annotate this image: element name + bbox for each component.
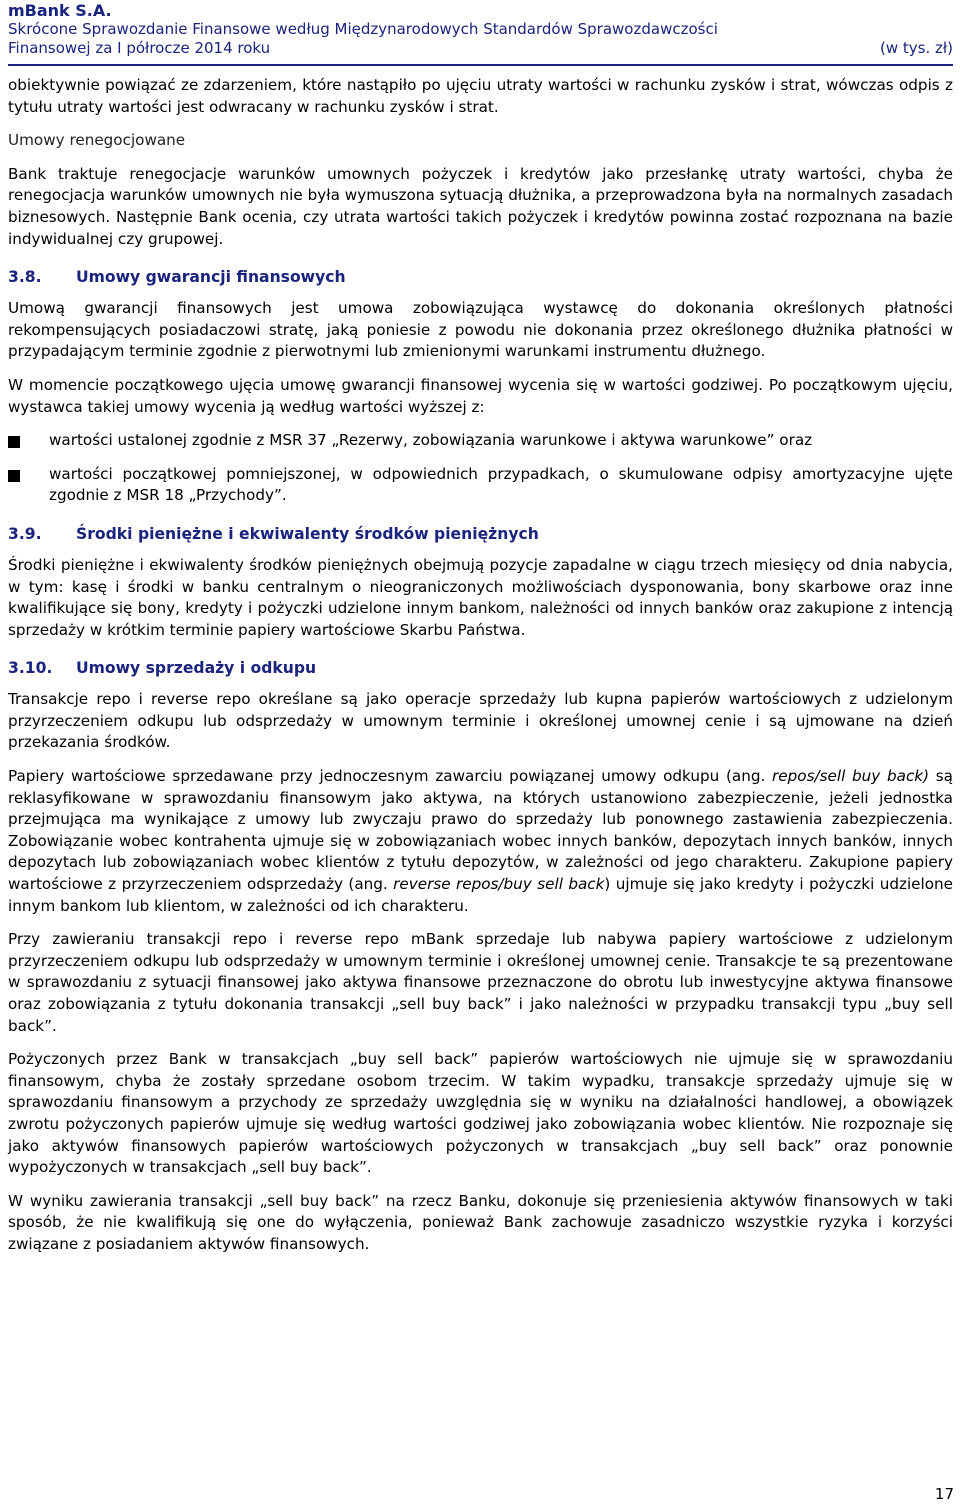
paragraph: Środki pieniężne i ekwiwalenty środków pieniężnych obejmują pozycje zapadalne w ciągu trzech miesięcy od dnia nabycia, w tym: kasę i środki w banku centralnym o nieograniczonych możliwościach dysponowania, bony skarbowe oraz inne kwalifikujące się bony, kredyty i pożyczki udzielone innym bankom, należności od innych banków oraz zakupione z intencją sprzedaży w krótkim terminie papiery wartościowe Skarbu Państwa. <box>8 555 953 639</box>
paragraph: Umową gwarancji finansowych jest umowa zobowiązująca wystawcę do dokonania określonych płatności rekompensujących posiadaczowi stratę, jaką poniesie z powodu nie dokonania przez określonego dłużnika płatności w przypadającym terminie zgodnie z pierwotnymi lub zmienionymi warunkami instrumentu dłużnego. <box>8 299 953 361</box>
section-title: Środki pieniężne i ekwiwalenty środków pieniężnych <box>76 524 539 543</box>
section-title: Umowy gwarancji finansowych <box>76 268 346 287</box>
square-bullet-icon <box>8 470 20 482</box>
renegotiated-paragraph: Bank traktuje renegocjacje warunków umownych pożyczek i kredytów jako przesłankę utraty wartości, chyba że renegocjacja warunków umownych nie była wymuszona sytuacją dłużnika, a przeprowadzona była na normalnych zasadach biznesowych. Następnie Bank ocenia, czy utrata wartości takich pożyczek i kredytów powinna zostać rozpoznana na bazie indywidualnej czy grupowej. <box>8 164 953 248</box>
list-item <box>8 430 953 452</box>
italic-term: reverse repos/buy sell back <box>393 875 605 894</box>
text-run: ) ujmuje się jako kredyty i pożyczki udzielone innym bankom lub klientom, w zależności od ich charakteru. <box>8 875 953 915</box>
page-header <box>8 0 953 58</box>
list-item-text: wartości początkowej pomniejszonej, w odpowiednich przypadkach, o skumulowane odpisy amortyzacyjne ujęte zgodnie z MSR 18 „Przychody”. <box>49 464 953 505</box>
text-run: są reklasyfikowane w sprawozdaniu finansowym jako aktywa, na których ustanowiono zabezpieczenie, jeżeli jednostka przejmująca ma wynikające z umowy lub zwyczaju prawo do sprzedaży lub ponownego zastawienia zabezpieczenia. Zobowiązanie wobec kontrahenta ujmuje się w zobowiązaniach wobec innych banków, depozytach innych banków, innych depozytach lub zobowiązaniach wobec klientów z tytułu depozytów, w zależności od jego charakteru. Zakupione papiery wartościowe z przyrzeczeniem odsprzedaży (ang. <box>8 767 953 894</box>
section-heading-3-9 <box>8 524 953 545</box>
paragraph: Pożyczonych przez Bank w transakcjach „buy sell back” papierów wartościowych nie ujmuje się w sprawozdaniu finansowym, chyba że zostały sprzedane osobom trzecim. W takim wypadku, transakcje sprzedaży ujmuje się w sprawozdaniu finansowym a przychody ze sprzedaży uwzględnia się w wyniku na działalności handlowej, a obowiązek zwrotu pożyczonych papierów ujmuje się według wartości godziwej jako zobowiązania wobec klientów. Nie rozpoznaje się jako aktywów finansowych papierów wartościowych pożyczonych w transakcjach „buy sell back” oraz ponownie wypożyczonych w transakcjach „sell buy back”. <box>8 1050 953 1177</box>
intro-paragraph: obiektywnie powiązać ze zdarzeniem, które nastąpiło po ujęciu utraty wartości w rachunku zysków i strat, wówczas odpis z tytułu utraty wartości jest odwracany w rachunku zysków i strat. <box>8 76 953 116</box>
report-title: Skrócone Sprawozdanie Finansowe według Międzynarodowych Standardów Sprawozdawczości <box>8 20 718 38</box>
report-period: Finansowej za I półrocze 2014 roku <box>8 39 271 57</box>
paragraph: W wyniku zawierania transakcji „sell buy back” na rzecz Banku, dokonuje się przeniesienia aktywów finansowych w taki sposób, że nie kwalifikują się one do wyłączenia, ponieważ Bank zachowuje zasadniczo wszystkie ryzyka i korzyści związane z posiadaniem aktywów finansowych. <box>8 1191 953 1253</box>
section-title: Umowy sprzedaży i odkupu <box>76 659 317 678</box>
header-divider <box>8 64 953 66</box>
italic-term: repos/sell buy back) <box>772 767 930 786</box>
section-number: 3.9. <box>8 524 42 543</box>
paragraph: Transakcje repo i reverse repo określane są jako operacje sprzedaży lub kupna papierów wartościowych z udzielonym przyrzeczeniem odkupu lub odsprzedaży w umownym terminie i określonej umownej cenie i są ujmowane na dzień przekazania środków. <box>8 690 953 752</box>
renegotiated-heading: Umowy renegocjowane <box>8 131 186 150</box>
company-name: mBank S.A. <box>8 1 112 20</box>
document-page <box>8 0 953 1511</box>
currency-units: (w tys. zł) <box>880 39 953 57</box>
page-number: 17 <box>934 1485 954 1503</box>
list-item <box>8 464 953 507</box>
section-heading-3-8 <box>8 267 953 288</box>
section-number: 3.8. <box>8 268 42 287</box>
paragraph: Przy zawieraniu transakcji repo i reverse repo mBank sprzedaje lub nabywa papiery wartościowe z udzielonym przyrzeczeniem odkupu lub odsprzedaży w umownym terminie i określonej umownej cenie. Transakcje te są prezentowane w sprawozdaniu z sytuacji finansowej jako aktywa finansowe przeznaczone do obrotu lub inwestycyjne aktywa finansowe oraz zobowiązania z tytułu dokonania transakcji „sell buy back” i jako należności w przypadku transakcji typu „buy sell back”. <box>8 930 953 1035</box>
square-bullet-icon <box>8 436 20 448</box>
paragraph <box>8 766 953 917</box>
section-number: 3.10. <box>8 659 53 678</box>
list-item-text: wartości ustalonej zgodnie z MSR 37 „Rezerwy, zobowiązania warunkowe i aktywa warunkowe” oraz <box>49 431 813 450</box>
text-run: Papiery wartościowe sprzedawane przy jednoczesnym zawarciu powiązanej umowy odkupu (ang. <box>8 767 773 786</box>
header-row <box>8 39 953 58</box>
section-heading-3-10 <box>8 658 953 679</box>
paragraph: W momencie początkowego ujęcia umowę gwarancji finansowej wycenia się w wartości godziwej. Po początkowym ujęciu, wystawca takiej umowy wycenia ją według wartości wyższej z: <box>8 375 953 416</box>
